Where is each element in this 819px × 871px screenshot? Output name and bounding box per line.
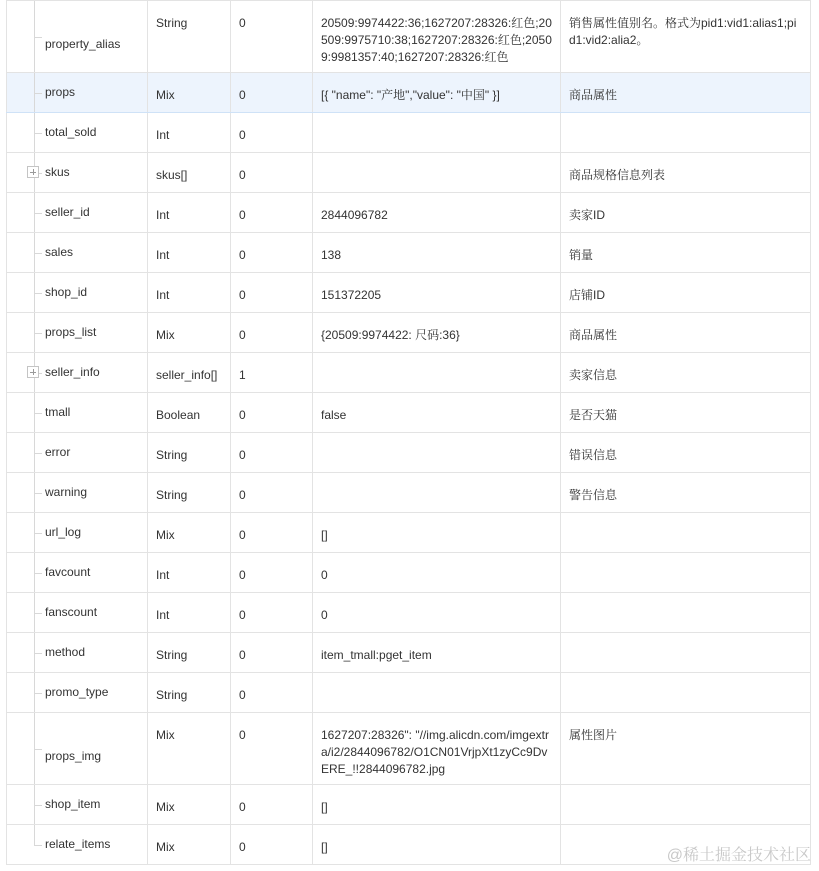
field-name: fanscount: [45, 605, 98, 619]
tree-guide-tick: [34, 845, 42, 846]
field-description-cell: 销售属性值别名。格式为pid1:vid1:alias1;pid1:vid2:alia2。: [561, 1, 811, 73]
field-example-cell: 1627207:28326": "//img.alicdn.com/imgextra/i2/2844096782/O1CN01VrjpXt1zyCc9DvERE_!!2844096782.jpg: [313, 713, 561, 785]
field-description-cell: [561, 113, 811, 153]
field-example-cell: [{ "name": "产地","value": "中国" }]: [313, 73, 561, 113]
field-description-cell: [561, 593, 811, 633]
field-name: props_img: [45, 749, 102, 763]
field-type-cell: String: [148, 433, 231, 473]
tree-guide-tick: [34, 133, 42, 134]
field-description-cell: 商品规格信息列表: [561, 153, 811, 193]
field-example-cell: false: [313, 393, 561, 433]
field-name: shop_id: [45, 285, 88, 299]
table-row: [7, 633, 811, 673]
field-name-cell: [7, 433, 148, 473]
field-name-cell: [7, 73, 148, 113]
field-description-cell: 是否天猫: [561, 393, 811, 433]
field-example-cell: 20509:9974422:36;1627207:28326:红色;20509:9975710:38;1627207:28326:红色;20509:9981357:40;1627207:28326:红色: [313, 1, 561, 73]
tree-guide-tick: [34, 293, 42, 294]
field-type-cell: Mix: [148, 513, 231, 553]
field-type-cell: Int: [148, 553, 231, 593]
field-required-cell: 0: [231, 593, 313, 633]
table-row: [7, 673, 811, 713]
field-description-cell: 销量: [561, 233, 811, 273]
field-example-cell: {20509:9974422: 尺码:36}: [313, 313, 561, 353]
field-type-cell: String: [148, 633, 231, 673]
table-row: [7, 73, 811, 113]
table-row: [7, 473, 811, 513]
field-name-cell: [7, 473, 148, 513]
field-example-cell: [313, 353, 561, 393]
field-type-cell: Boolean: [148, 393, 231, 433]
field-description-cell: 商品属性: [561, 73, 811, 113]
field-example-cell: [313, 473, 561, 513]
field-required-cell: 0: [231, 785, 313, 825]
tree-guide-tick: [34, 93, 42, 94]
field-description-cell: [561, 553, 811, 593]
field-required-cell: 0: [231, 713, 313, 785]
field-example-cell: []: [313, 513, 561, 553]
field-required-cell: 0: [231, 513, 313, 553]
field-name: url_log: [45, 525, 82, 539]
field-type-cell: String: [148, 1, 231, 73]
field-required-cell: 0: [231, 553, 313, 593]
field-example-cell: [313, 153, 561, 193]
table-row: [7, 513, 811, 553]
field-name-cell: [7, 825, 148, 865]
field-example-cell: []: [313, 785, 561, 825]
field-type-cell: String: [148, 473, 231, 513]
api-field-table: [6, 0, 811, 865]
field-required-cell: 0: [231, 193, 313, 233]
table-row: [7, 593, 811, 633]
field-name-cell: [7, 313, 148, 353]
field-name: props: [45, 85, 76, 99]
field-name-cell: [7, 713, 148, 785]
table-row: [7, 1, 811, 73]
field-description-cell: 卖家ID: [561, 193, 811, 233]
table-row: [7, 433, 811, 473]
table-body: [7, 1, 811, 865]
field-name-cell: [7, 193, 148, 233]
field-name: warning: [45, 485, 88, 499]
table-row: [7, 353, 811, 393]
field-name: property_alias: [45, 37, 121, 51]
field-type-cell: Mix: [148, 785, 231, 825]
field-example-cell: [313, 113, 561, 153]
field-name-cell: [7, 633, 148, 673]
field-name: relate_items: [45, 837, 111, 851]
field-name: total_sold: [45, 125, 97, 139]
field-name-cell: [7, 353, 148, 393]
field-required-cell: 0: [231, 113, 313, 153]
field-type-cell: Int: [148, 593, 231, 633]
table-row: [7, 713, 811, 785]
field-description-cell: 属性图片: [561, 713, 811, 785]
field-required-cell: 0: [231, 153, 313, 193]
field-example-cell: 151372205: [313, 273, 561, 313]
field-type-cell: Int: [148, 273, 231, 313]
field-type-cell: Int: [148, 233, 231, 273]
field-type-cell: Mix: [148, 713, 231, 785]
field-type-cell: Int: [148, 113, 231, 153]
field-name: promo_type: [45, 685, 109, 699]
field-name-cell: [7, 593, 148, 633]
field-description-cell: 店铺ID: [561, 273, 811, 313]
field-required-cell: 0: [231, 393, 313, 433]
field-example-cell: 0: [313, 553, 561, 593]
tree-guide-tick: [34, 749, 42, 750]
field-description-cell: [561, 633, 811, 673]
table-row: [7, 273, 811, 313]
field-required-cell: 0: [231, 73, 313, 113]
field-required-cell: 0: [231, 233, 313, 273]
tree-guide-tick: [34, 613, 42, 614]
tree-guide-tick: [34, 37, 42, 38]
field-example-cell: 0: [313, 593, 561, 633]
table-row: [7, 153, 811, 193]
tree-guide-tick: [34, 413, 42, 414]
table-row: [7, 393, 811, 433]
field-name-cell: [7, 673, 148, 713]
field-example-cell: 2844096782: [313, 193, 561, 233]
field-required-cell: 0: [231, 1, 313, 73]
tree-guide-tick: [34, 213, 42, 214]
expand-plus-icon[interactable]: [27, 366, 39, 378]
field-type-cell: Int: [148, 193, 231, 233]
field-type-cell: Mix: [148, 313, 231, 353]
expand-plus-icon[interactable]: [27, 166, 39, 178]
table-row: [7, 313, 811, 353]
tree-guide-tick: [34, 693, 42, 694]
field-name-cell: [7, 113, 148, 153]
tree-guide-tick: [34, 453, 42, 454]
table-row: [7, 785, 811, 825]
tree-guide-tick: [34, 805, 42, 806]
field-type-cell: String: [148, 673, 231, 713]
field-example-cell: item_tmall:pget_item: [313, 633, 561, 673]
field-name-cell: [7, 273, 148, 313]
table-row: [7, 193, 811, 233]
tree-guide-tick: [34, 493, 42, 494]
field-example-cell: [313, 433, 561, 473]
field-description-cell: [561, 673, 811, 713]
field-required-cell: 0: [231, 433, 313, 473]
field-type-cell: Mix: [148, 825, 231, 865]
field-name: seller_id: [45, 205, 90, 219]
watermark: @稀土掘金技术社区: [666, 847, 811, 864]
field-required-cell: 0: [231, 273, 313, 313]
field-name-cell: [7, 393, 148, 433]
field-example-cell: [313, 673, 561, 713]
table-row: [7, 233, 811, 273]
field-name: seller_info: [45, 365, 100, 379]
field-required-cell: 0: [231, 825, 313, 865]
table-row: [7, 113, 811, 153]
tree-guide-tick: [34, 653, 42, 654]
field-name-cell: [7, 553, 148, 593]
field-name-cell: [7, 1, 148, 73]
field-description-cell: 商品属性: [561, 313, 811, 353]
field-description-cell: 错误信息: [561, 433, 811, 473]
field-name-cell: [7, 513, 148, 553]
field-example-cell: 138: [313, 233, 561, 273]
field-required-cell: 0: [231, 313, 313, 353]
field-description-cell: [561, 513, 811, 553]
tree-guide-tick: [34, 333, 42, 334]
field-description-cell: [561, 785, 811, 825]
table-row: [7, 553, 811, 593]
field-type-cell: Mix: [148, 73, 231, 113]
field-name: shop_item: [45, 797, 101, 811]
tree-guide-tick: [34, 573, 42, 574]
field-type-cell: skus[]: [148, 153, 231, 193]
field-example-cell: []: [313, 825, 561, 865]
field-required-cell: 0: [231, 633, 313, 673]
field-name: method: [45, 645, 86, 659]
field-name: favcount: [45, 565, 91, 579]
field-name: error: [45, 445, 71, 459]
field-required-cell: 1: [231, 353, 313, 393]
field-name: tmall: [45, 405, 71, 419]
field-required-cell: 0: [231, 473, 313, 513]
field-name: sales: [45, 245, 74, 259]
field-required-cell: 0: [231, 673, 313, 713]
field-name: skus: [45, 165, 70, 179]
field-name-cell: [7, 233, 148, 273]
field-description-cell: 卖家信息: [561, 353, 811, 393]
tree-guide-tick: [34, 533, 42, 534]
tree-guide-tick: [34, 253, 42, 254]
field-type-cell: seller_info[]: [148, 353, 231, 393]
field-name-cell: [7, 785, 148, 825]
tree-guide-line: [34, 825, 35, 845]
field-name: props_list: [45, 325, 97, 339]
field-description-cell: 警告信息: [561, 473, 811, 513]
field-name-cell: [7, 153, 148, 193]
